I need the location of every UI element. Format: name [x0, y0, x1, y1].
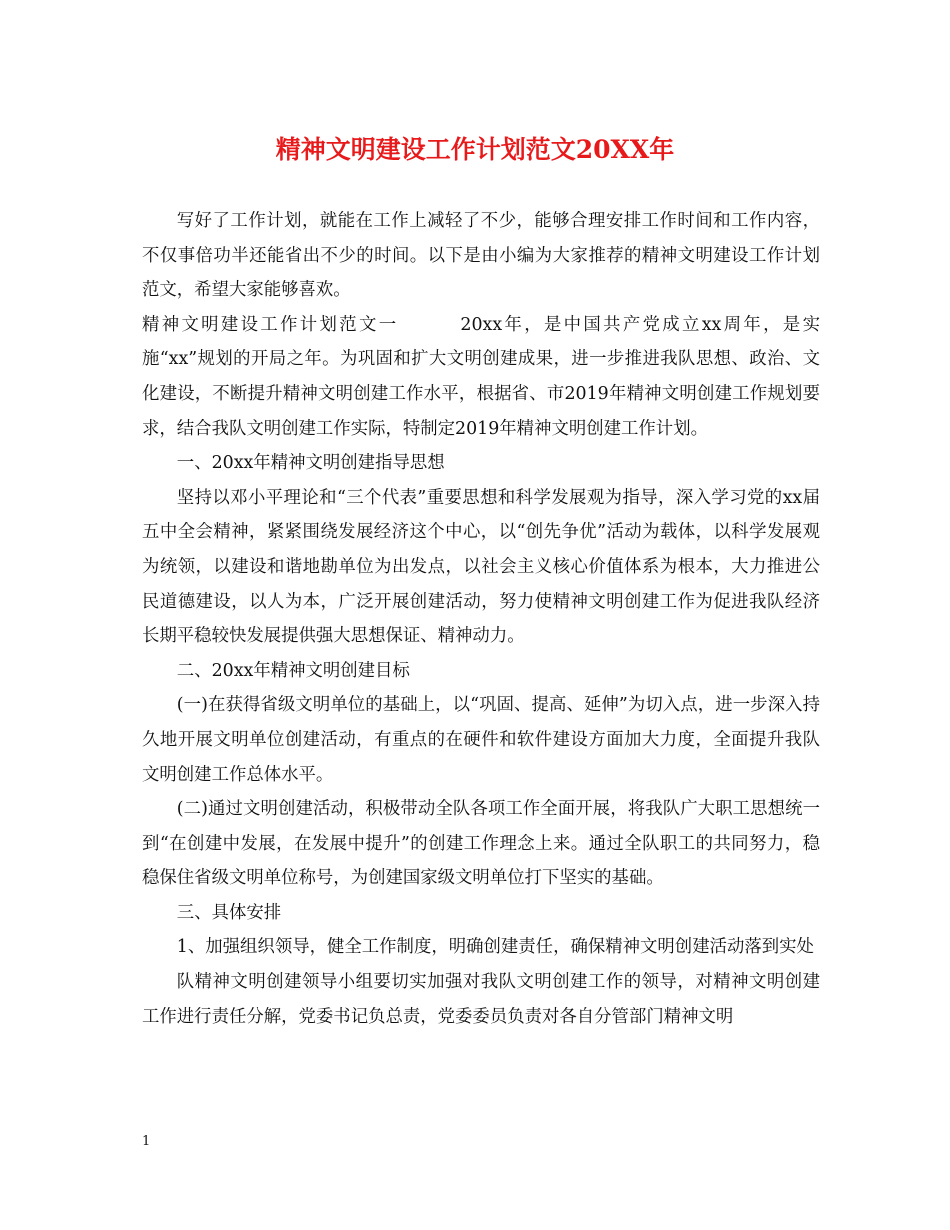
section1-label: 精神文明建设工作计划范文一: [142, 314, 399, 335]
document-title: 精神文明建设工作计划范文20XX年: [275, 135, 675, 164]
paragraph-arrangement-1: 1、加强组织领导，健全工作制度，明确创建责任，确保精神文明创建活动落到实处: [176, 937, 814, 958]
paragraph-guiding-thought: 坚持以邓小平理论和“三个代表”重要思想和科学发展观为指导，深入学习党的xx届五中全会精神，紧紧围绕发展经济这个中心，以“创先争优”活动为载体，以科学发展观为统领，以建设和谐地勘单位为出发点，以社会主义核心价值体系为根本，大力推进公民道德建设，以人为本，广泛开展创建活动，努力使精神文明创建工作为促进我队经济长期平稳较快发展提供强大思想保证、精神动力。: [142, 487, 820, 647]
page-number: 1: [142, 1134, 151, 1149]
intro-paragraph: 写好了工作计划，就能在工作上减轻了不少，能够合理安排工作时间和工作内容，不仅事倍功半还能省出不少的时间。以下是由小编为大家推荐的精神文明建设工作计划范文，希望大家能够喜欢。: [142, 211, 820, 301]
paragraph-goal-1: (一)在获得省级文明单位的基础上，以“巩固、提高、延伸”为切入点，进一步深入持久地开展文明单位创建活动，有重点的在硬件和软件建设方面加大力度，全面提升我队文明创建工作总体水平。: [142, 695, 820, 785]
section1-text: 20xx年，是中国共产党成立xx周年，是实施“xx”规划的开局之年。为巩固和扩大文明创建成果，进一步推进我队思想、政治、文化建设，不断提升精神文明创建工作水平，根据省、市2019年精神文明创建工作规划要求，结合我队文明创建工作实际，特制定2019年精神文明创建工作计划。: [142, 314, 820, 439]
document-body: [142, 204, 820, 1034]
section1-paragraph: [142, 308, 820, 446]
paragraph-goal-2: (二)通过文明创建活动，积极带动全队各项工作全面开展，将我队广大职工思想统一到“在创建中发展，在发展中提升”的创建工作理念上来。通过全队职工的共同努力，稳稳保住省级文明单位称号，为创建国家级文明单位打下坚实的基础。: [142, 799, 820, 889]
heading-arrangements: 三、具体安排: [176, 902, 282, 923]
paragraph-arrangement-1-detail: 队精神文明创建领导小组要切实加强对我队文明创建工作的领导，对精神文明创建工作进行责任分解，党委书记负总责，党委委员负责对各自分管部门精神文明: [142, 972, 820, 1027]
heading-goals: 二、20xx年精神文明创建目标: [176, 660, 410, 681]
heading-guiding-thought: 一、20xx年精神文明创建指导思想: [176, 453, 445, 474]
